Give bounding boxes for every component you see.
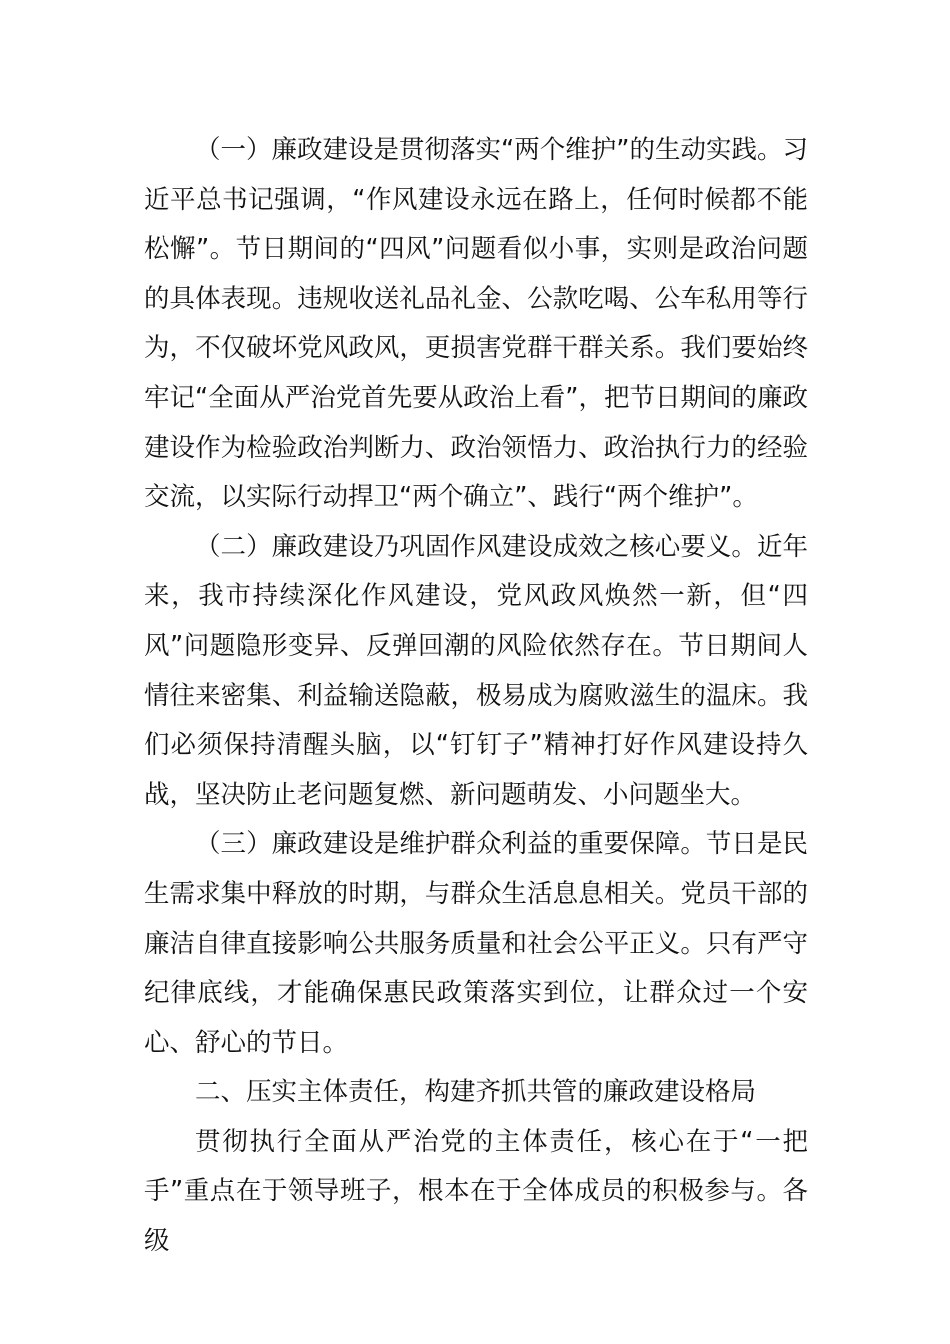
paragraph-one: （一）廉政建设是贯彻落实“两个维护”的生动实践。习近平总书记强调，“作风建设永远在路上，任何时候都不能松懈”。节日期间的“四风”问题看似小事，实则是政治问题的具体表现。违规收送礼品礼金、公款吃喝、公车私用等行为，不仅破坏党风政风，更损害党群干群关系。我们要始终牢记“全面从严治党首先要从政治上看”，把节日期间的廉政建设作为检验政治判断力、政治领悟力、政治执行力的经验交流，以实际行动捍卫“两个确立”、践行“两个维护”。	[144, 135, 808, 513]
paragraph-three: （三）廉政建设是维护群众利益的重要保障。节日是民生需求集中释放的时期，与群众生活息息相关。党员干部的廉洁自律直接影响公共服务质量和社会公平正义。只有严守纪律底线，才能确保惠民政策落实到位，让群众过一个安心、舒心的节日。	[144, 829, 808, 1058]
document-body	[144, 126, 808, 1267]
paragraph-two: （二）廉政建设乃巩固作风建设成效之核心要义。近年来，我市持续深化作风建设，党风政风焕然一新，但“四风”问题隐形变异、反弹回潮的风险依然存在。节日期间人情往来密集、利益输送隐蔽，极易成为腐败滋生的温床。我们必须保持清醒头脑，以“钉钉子”精神打好作风建设持久战，坚决防止老问题复燃、新问题萌发、小问题坐大。	[144, 531, 808, 810]
closing-paragraph: 贯彻执行全面从严治党的主体责任，核心在于“一把手”重点在于领导班子，根本在于全体成员的积极参与。各级	[144, 1126, 808, 1257]
section-heading: 二、压实主体责任，构建齐抓共管的廉政建设格局	[195, 1077, 757, 1108]
